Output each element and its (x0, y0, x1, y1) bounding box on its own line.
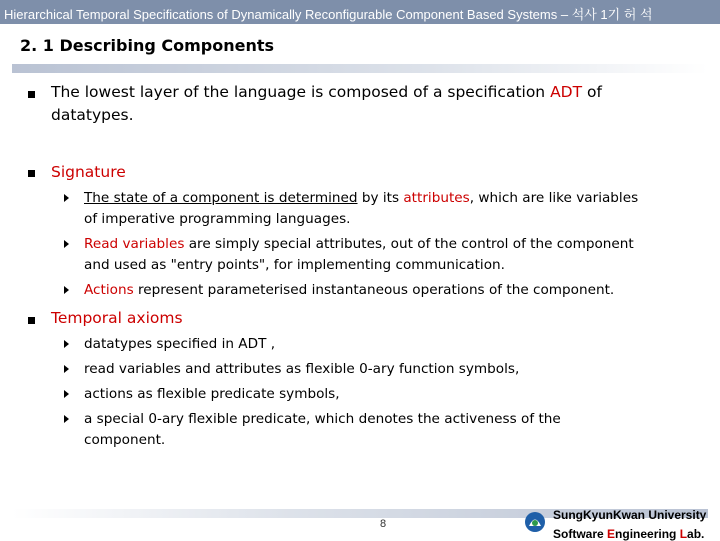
signature-item-actions (84, 280, 694, 301)
temporal-item: datatypes specified in ADT , (84, 336, 276, 352)
attributes-highlight: attributes (403, 190, 470, 206)
arrow-bullet-icon (64, 390, 69, 398)
read-vars-post: are simply special attributes, out of the control of the component (184, 236, 634, 252)
actions-post: represent parameterised instantaneous operations of the component. (133, 282, 615, 298)
temporal-item-cont: component. (84, 432, 166, 448)
adt-highlight: ADT (550, 83, 583, 101)
lab-name (553, 527, 704, 541)
temporal-axioms-heading: Temporal axioms (51, 309, 183, 327)
arrow-bullet-icon (64, 365, 69, 373)
signature-item-state-cont: of imperative programming languages. (84, 211, 351, 227)
header-bar (0, 0, 720, 24)
temporal-item: read variables and attributes as flexible 0-ary function symbols, (84, 361, 520, 377)
slide-title: 2. 1 Describing Components (20, 36, 275, 55)
signature-item-read-vars (84, 234, 694, 255)
lab-name-part: ab. (687, 527, 705, 541)
read-variables-highlight: Read variables (84, 236, 185, 252)
arrow-bullet-icon (64, 286, 69, 294)
header-text: Hierarchical Temporal Specifications of Dynamically Reconfigurable Component Based Systems – 석사 1기 허 석 (4, 7, 653, 22)
university-logo-icon (524, 511, 546, 533)
bullet-adt (51, 81, 602, 103)
title-divider (12, 64, 708, 73)
bullet-adt-pre: The lowest layer of the language is composed of a specification (51, 83, 551, 101)
arrow-bullet-icon (64, 240, 69, 248)
bullet-adt-post: of (582, 83, 602, 101)
state-underlined: The state of a component is determined (84, 190, 358, 206)
state-mid: by its (357, 190, 404, 206)
bullet-adt-cont: datatypes. (51, 106, 134, 124)
lab-name-part: Software (553, 527, 608, 541)
signature-item-state (84, 188, 694, 209)
page-number: 8 (380, 518, 387, 530)
square-bullet-icon (28, 91, 35, 98)
signature-item-read-vars-cont: and used as "entry points", for implementing communication. (84, 257, 505, 273)
arrow-bullet-icon (64, 415, 69, 423)
square-bullet-icon (28, 170, 35, 177)
square-bullet-icon (28, 317, 35, 324)
state-post: , which are like variables (469, 190, 639, 206)
arrow-bullet-icon (64, 340, 69, 348)
lab-name-part: ngineering (615, 527, 680, 541)
temporal-item: actions as flexible predicate symbols, (84, 386, 340, 402)
lab-name-initial: E (607, 527, 616, 541)
university-name: SungKyunKwan University (553, 508, 707, 522)
signature-heading: Signature (51, 163, 126, 181)
arrow-bullet-icon (64, 194, 69, 202)
actions-highlight: Actions (84, 282, 134, 298)
lab-name-initial: L (679, 527, 688, 541)
temporal-item: a special 0-ary flexible predicate, which denotes the activeness of the (84, 411, 561, 427)
